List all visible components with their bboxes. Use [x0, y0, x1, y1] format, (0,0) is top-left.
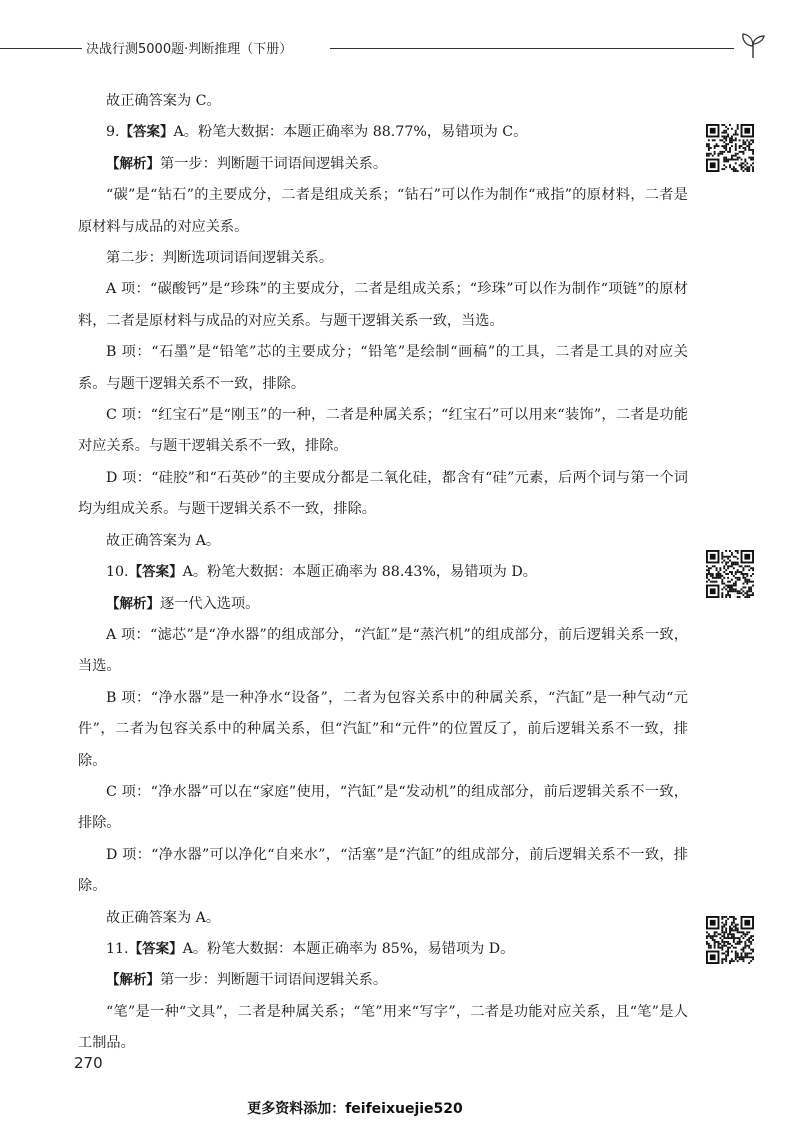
paragraph [78, 463, 688, 526]
section-tag: 【答案】 [128, 564, 183, 581]
paragraph [78, 526, 688, 557]
paragraph [78, 777, 688, 840]
paragraph [78, 589, 688, 620]
paragraph [78, 620, 688, 683]
paragraph-text: 第一步：判断题干词语间逻辑关系。 [160, 972, 388, 989]
paragraph-text: A 项：“碳酸钙”是“珍珠”的主要成分，二者是组成关系；“珍珠”可以作为制作“项链”的原材料，二者是原材料与成品的对应关系。与题干逻辑关系一致，当选。 [78, 281, 688, 329]
qr-code-icon[interactable] [706, 550, 754, 598]
header-rule-left [0, 48, 82, 49]
section-tag: 【解析】 [106, 155, 160, 172]
paragraph-text: B 项：“石墨”是“铅笔”芯的主要成分；“铅笔”是绘制“画稿”的工具，二者是工具的对应关系。与题干逻辑关系不一致，排除。 [78, 344, 688, 392]
sprout-icon [738, 30, 768, 60]
qr-code-icon[interactable] [706, 124, 754, 172]
paragraph [78, 149, 688, 180]
paragraph-text: 故正确答案为 A。 [106, 532, 221, 549]
section-tag: 【解析】 [106, 972, 160, 989]
paragraph [78, 683, 688, 777]
paragraph-text: A 项：“滤芯”是“净水器”的组成部分，“汽缸”是“蒸汽机”的组成部分，前后逻辑关系一致，当选。 [78, 626, 688, 675]
paragraph [78, 997, 688, 1060]
book-title: 决战行测5000题·判断推理（下册） [86, 42, 293, 57]
paragraph [78, 117, 688, 148]
running-header [0, 36, 800, 60]
page-number: 270 [74, 1054, 103, 1072]
paragraph [78, 337, 688, 400]
footer-note-text: 更多资料添加：feifeixuejie520 [247, 1101, 463, 1117]
paragraph-text: 故正确答案为 A。 [106, 909, 221, 926]
paragraph-text: D 项：“硅胶”和“石英砂”的主要成分都是二氧化硅，都含有“硅”元素，后两个词与第一个词均为组成关系。与题干逻辑关系不一致，排除。 [78, 469, 688, 518]
paragraph [78, 274, 688, 337]
paragraph-text: B 项：“净水器”是一种净水“设备”，二者为包容关系中的种属关系，“汽缸”是一种气动“元件”，二者为包容关系中的种属关系，但“汽缸”和“元件”的位置反了，前后逻辑关系不一致，排除。 [78, 689, 688, 769]
header-rule-right [330, 48, 734, 49]
paragraph-text: 故正确答案为 C。 [106, 93, 221, 109]
paragraph-text: C 项：“净水器”可以在“家庭”使用，“汽缸”是“发动机”的组成部分，前后逻辑关系不一致，排除。 [78, 783, 688, 832]
paragraph [78, 934, 688, 965]
paragraph-text: A。粉笔大数据：本题正确率为 88.77%，易错项为 C。 [173, 124, 528, 141]
question-number: 10. [106, 564, 129, 581]
paragraph-text: “笔”是一种“文具”，二者是种属关系；“笔”用来“写字”，二者是功能对应关系，且“笔”是人工制品。 [78, 1003, 688, 1052]
paragraph-text: D 项：“净水器”可以净化“自来水”，“活塞”是“汽缸”的组成部分，前后逻辑关系不一致，排除。 [78, 846, 688, 895]
paragraph [78, 557, 688, 588]
question-number: 11. [106, 940, 129, 957]
question-number: 9. [106, 124, 120, 141]
page-body [78, 86, 688, 1060]
section-tag: 【答案】 [119, 124, 174, 141]
paragraph-text: 第二步：判断选项词语间逻辑关系。 [106, 250, 334, 267]
paragraph [78, 840, 688, 903]
paragraph [78, 400, 688, 463]
paragraph-text: C 项：“红宝石”是“刚玉”的一种，二者是种属关系；“红宝石”可以用来“装饰”，二者是功能对应关系。与题干逻辑关系不一致，排除。 [78, 407, 688, 455]
section-tag: 【答案】 [128, 940, 183, 957]
paragraph-text: A。粉笔大数据：本题正确率为 88.43%，易错项为 D。 [182, 564, 537, 581]
paragraph [78, 180, 688, 243]
paragraph [78, 243, 688, 274]
qr-code-icon[interactable] [706, 916, 754, 964]
paragraph [78, 903, 688, 934]
paragraph-text: 逐一代入选项。 [160, 595, 260, 612]
paragraph-text: “碳”是“钻石”的主要成分，二者是组成关系；“钻石”可以作为制作“戒指”的原材料，二者是原材料与成品的对应关系。 [78, 187, 688, 235]
paragraph-text: 第一步：判断题干词语间逻辑关系。 [160, 155, 388, 172]
paragraph [78, 86, 688, 117]
footer-note [0, 1098, 800, 1118]
paragraph-text: A。粉笔大数据：本题正确率为 85%，易错项为 D。 [182, 940, 515, 957]
paragraph [78, 965, 688, 996]
section-tag: 【解析】 [106, 595, 160, 612]
